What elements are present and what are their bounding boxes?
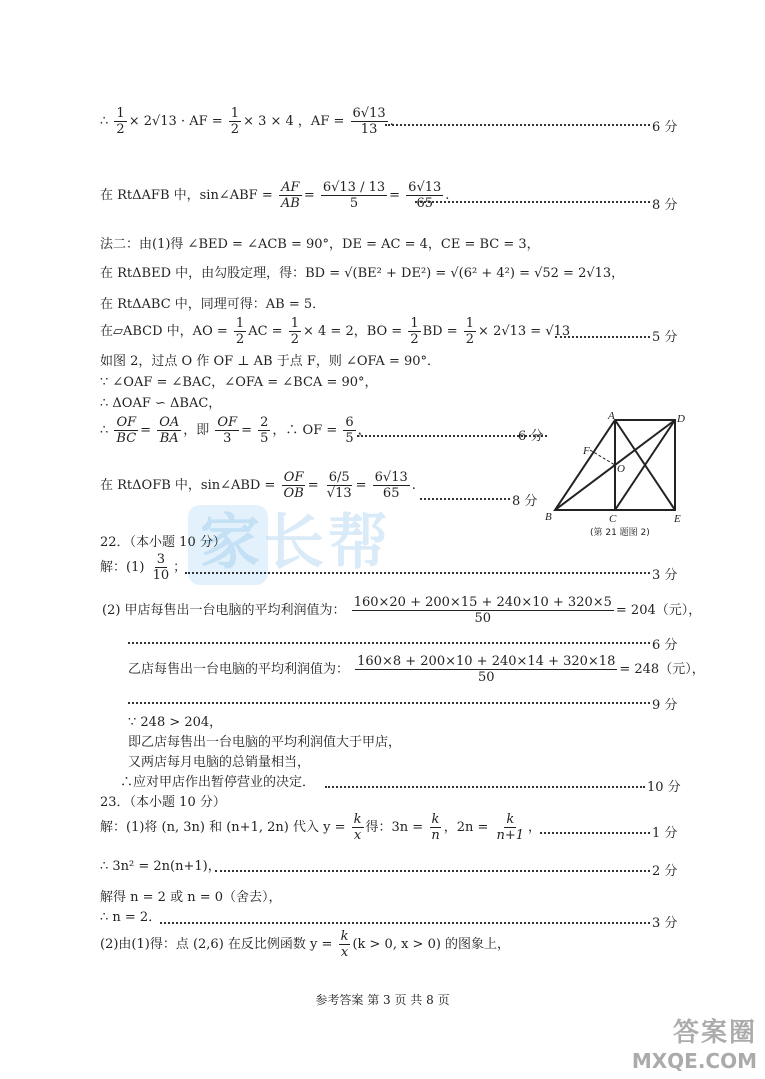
- q22-part2a: (2) 甲店每售出一台电脑的平均利润值为： $\frac{160\times 20 + 200\times 15 + 240\times 10 + 320\times 5}{50}$ = 204（元），: [102, 595, 702, 626]
- label-O: O: [617, 463, 625, 475]
- score-23-1: 1 分: [652, 826, 678, 841]
- line-10: ∴ $\frac{OF}{BC}$ = $\frac{OA}{BA}$ ，即 $\frac{OF}{3}$ = $\frac{2}{5}$ ，∴ OF = $\frac{6}{5}$ ，: [100, 415, 371, 446]
- q23-line3: 解得 n = 2 或 n = 0（舍去），: [100, 890, 282, 905]
- dots-2: [415, 201, 650, 203]
- line-1: ∴ $\frac{1}{2}$ × 2√13 · AF = $\frac{1}{2}$ × 3 × 4 ，AF = $\frac{6√13}{13}$ .: [100, 106, 394, 137]
- label-C: C: [609, 513, 617, 525]
- score-22-2b: 9 分: [652, 698, 678, 713]
- line-7: 如图 2，过点 O 作 OF ⊥ AB 于点 F，则 ∠OFA = 90°．: [100, 354, 441, 369]
- dots-1: [385, 124, 650, 126]
- label-B: B: [545, 511, 552, 523]
- score-23-4: 3 分: [652, 916, 678, 931]
- q22-part2b: 乙店每售出一台电脑的平均利润值为： $\frac{160\times 8 + 200\times 10 + 240\times 14 + 320\times 18}{50}$ = 248（元），: [128, 654, 705, 685]
- line-9: ∴ ΔOAF ∽ ΔBAC，: [100, 396, 222, 411]
- score-23-2: 2 分: [652, 864, 678, 879]
- line-11: 在 RtΔOFB 中，sin∠ABD = $\frac{OF}{OB}$ = $\frac{6/5}{√13}$ = $\frac{6√13}{65}$ .: [100, 470, 416, 501]
- q22-line6: ∴应对甲店作出暂停营业的决定．: [120, 775, 316, 790]
- dots-23-4: [160, 922, 650, 924]
- q22-line4: 即乙店每售出一台电脑的平均利润值大于甲店，: [128, 735, 402, 750]
- score-1: 6 分: [652, 120, 678, 135]
- q22-line5: 又两店每月电脑的总销量相当，: [128, 755, 311, 770]
- line-3: 法二：由(1)得 ∠BED = ∠ACB = 90°，DE = AC = 4，CE = BC = 3，: [100, 237, 540, 252]
- q23-line2: ∴ 3n² = 2n(n+1)，: [100, 859, 221, 874]
- q23-part2: (2)由(1)得：点 (2,6) 在反比例函数 y = $\frac{k}{x}$ (k > 0, x > 0) 的图象上，: [100, 929, 511, 960]
- geometry-figure: [540, 410, 700, 540]
- line-2: 在 RtΔAFB 中，sin∠ABF = $\frac{AF}{AB}$ = $\frac{6√13 / 13}{5}$ = $\frac{6√13}{65}$ .: [100, 180, 450, 211]
- brand-watermark: 答案圈 MXQE.COM: [631, 1018, 757, 1073]
- dots-22-6: [325, 786, 645, 788]
- dots-6: [555, 336, 650, 338]
- score-22-6: 10 分: [647, 780, 681, 795]
- line-5: 在 RtΔABC 中，同理可得：AB = 5．: [100, 297, 326, 312]
- q22-part1: 解：(1) $\frac{3}{10}$ ；: [100, 552, 187, 583]
- dots-23-1: [540, 832, 650, 834]
- label-E: E: [674, 513, 681, 525]
- q23-title: 23．（本小题 10 分）: [100, 795, 226, 810]
- label-D: D: [677, 413, 685, 425]
- dots-11: [420, 498, 510, 500]
- figure-caption: (第 21 题图 2): [590, 528, 650, 538]
- line-4: 在 RtΔBED 中，由勾股定理，得：BD = √(BE² + DE²) = √(6² + 4²) = √52 = 2√13，: [100, 266, 625, 281]
- line-6: 在▱ABCD 中，AO = $\frac{1}{2}$ AC = $\frac{1}{2}$ × 4 = 2，BO = $\frac{1}{2}$ BD = $\frac{1}{2}$ × 2√13 = √13: [100, 316, 571, 347]
- q23-line4: ∴ n = 2．: [100, 910, 162, 925]
- page-footer: 参考答案 第 3 页 共 8 页: [315, 993, 450, 1007]
- score-6: 5 分: [652, 330, 678, 345]
- score-11: 8 分: [512, 494, 538, 509]
- label-A: A: [608, 410, 615, 422]
- watermark-text: 家长帮: [200, 508, 392, 578]
- q22-title: 22．（本小题 10 分）: [100, 535, 226, 550]
- score-22-1: 3 分: [652, 568, 678, 583]
- score-10: 6 分: [518, 429, 544, 444]
- line-8: ∵ ∠OAF = ∠BAC，∠OFA = ∠BCA = 90°，: [100, 375, 378, 390]
- score-22-2a: 6 分: [652, 638, 678, 653]
- score-2: 8 分: [652, 198, 678, 213]
- dots-22-2a: [128, 642, 650, 644]
- dots-22-2b: [128, 702, 650, 704]
- q23-part1: 解：(1)将 (n, 3n) 和 (n+1, 2n) 代入 y = $\frac{k}{x}$ 得：3n = $\frac{k}{n}$ ，2n = $\frac{k}{n+1}$ ，: [100, 812, 542, 843]
- q22-line3: ∵ 248 > 204，: [128, 715, 223, 730]
- label-F: F: [583, 445, 590, 457]
- dots-22-1: [185, 572, 650, 574]
- dots-23-2: [215, 870, 650, 872]
